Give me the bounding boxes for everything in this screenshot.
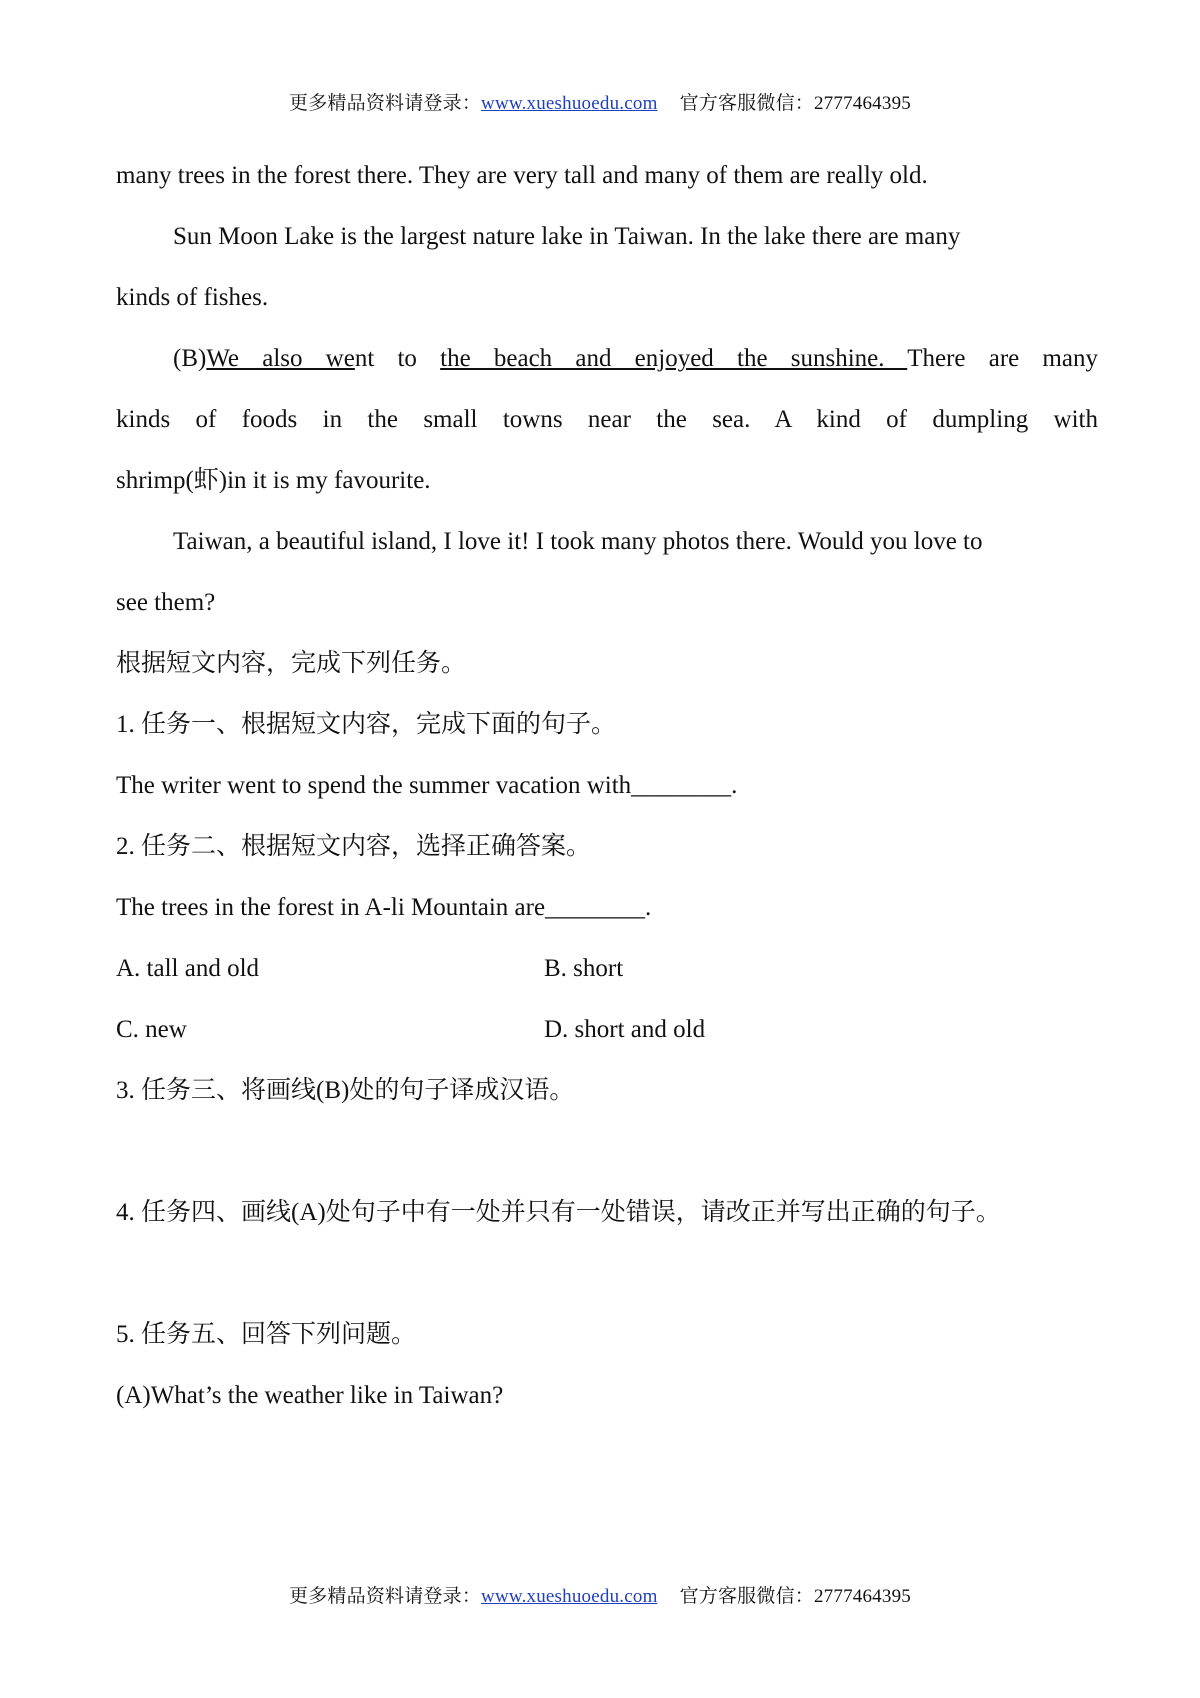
label-b: (B)	[173, 345, 207, 372]
passage-line: see them?	[116, 589, 216, 616]
header-wechat: 官方客服微信：2777464395	[679, 93, 911, 114]
task-1-title: 1. 任务一、根据短文内容，完成下面的句子。	[116, 711, 617, 738]
option-c: C. new	[116, 1016, 187, 1043]
task-5-question: (A)What’s the weather like in Taiwan?	[116, 1382, 504, 1409]
passage-line: Taiwan, a beautiful island, I love it! I took many photos there. Would you love to	[173, 528, 983, 555]
passage-line: Sun Moon Lake is the largest nature lake in Taiwan. In the lake there are many	[173, 223, 961, 250]
underlined-text: the beach and enjoyed the sunshine.	[440, 345, 908, 372]
option-d: D. short and old	[544, 1016, 706, 1043]
options-row	[116, 952, 1098, 986]
footer-website-link[interactable]: www.xueshuoedu.com	[481, 1586, 658, 1607]
footer-prefix: 更多精品资料请登录：	[289, 1586, 482, 1607]
options-row	[116, 1013, 1098, 1047]
footer-wechat: 官方客服微信：2777464395	[679, 1586, 911, 1607]
task-1-sentence: The writer went to spend the summer vacation with________.	[116, 772, 738, 799]
task-3-title: 3. 任务三、将画线(B)处的句子译成汉语。	[116, 1077, 575, 1104]
passage-underlined-b-line: (B)We also went to the beach and enjoyed the sunshine. There are many	[173, 345, 1098, 372]
header-website-link[interactable]: www.xueshuoedu.com	[481, 93, 658, 114]
underlined-text: We also we	[206, 345, 355, 372]
option-b: B. short	[544, 955, 624, 982]
header-prefix: 更多精品资料请登录：	[289, 93, 482, 114]
task-5-title: 5. 任务五、回答下列问题。	[116, 1321, 417, 1348]
task-2-title: 2. 任务二、根据短文内容，选择正确答案。	[116, 833, 592, 860]
option-a: A. tall and old	[116, 955, 260, 982]
passage-line: many trees in the forest there. They are very tall and many of them are really old.	[116, 162, 928, 189]
page-footer	[0, 1581, 1200, 1608]
page-header	[0, 88, 1200, 115]
passage-line: kinds of foods in the small towns near the sea. A kind of dumpling with	[116, 406, 1098, 433]
passage-line: kinds of fishes.	[116, 284, 269, 311]
passage-line: shrimp(虾)in it is my favourite.	[116, 467, 431, 494]
instructions: 根据短文内容，完成下列任务。	[116, 650, 467, 677]
task-2-sentence: The trees in the forest in A-li Mountain are________.	[116, 894, 652, 921]
task-4-title: 4. 任务四、画线(A)处句子中有一处并只有一处错误，请改正并写出正确的句子。	[116, 1199, 1001, 1226]
